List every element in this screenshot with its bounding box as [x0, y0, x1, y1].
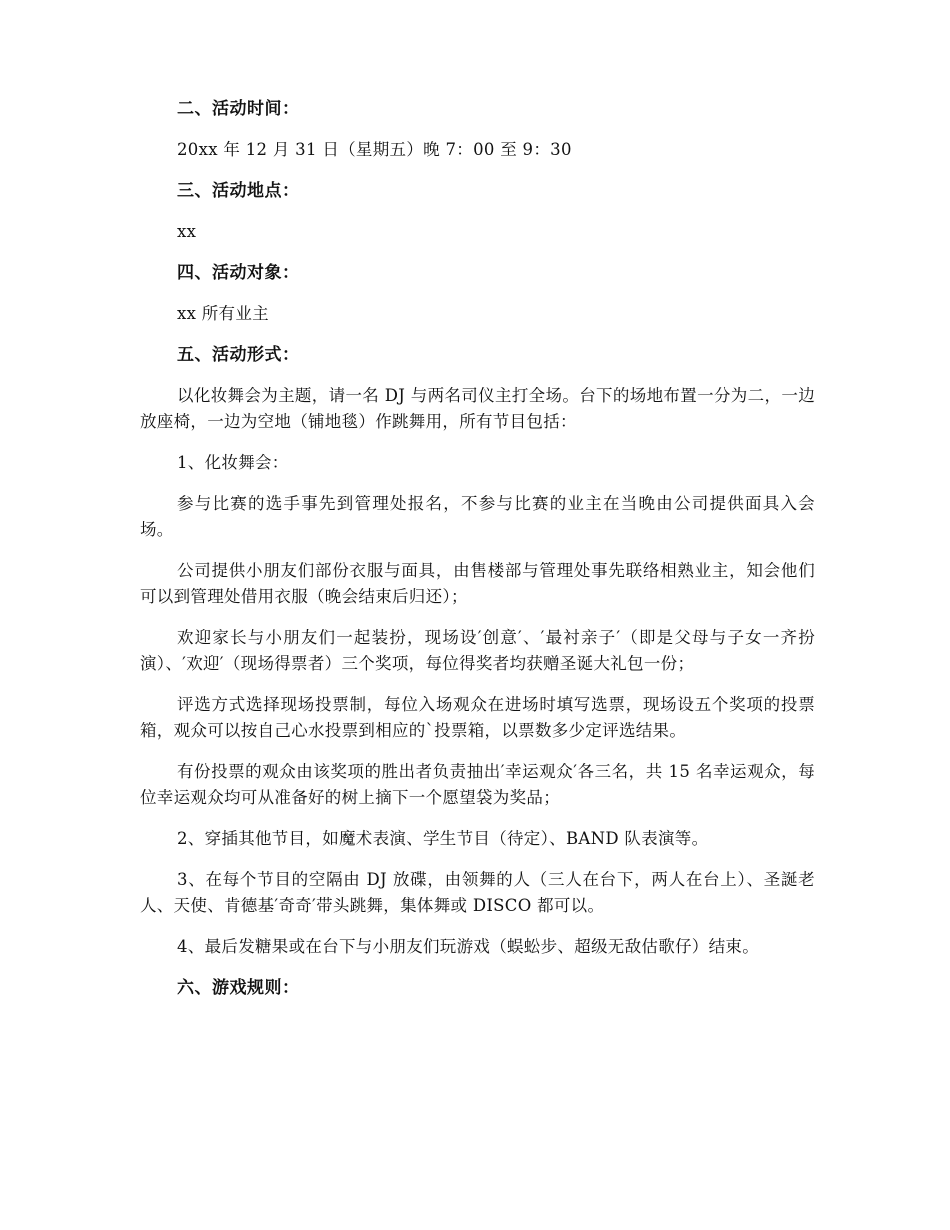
item-1-title: 1、化妆舞会：: [177, 453, 289, 472]
activity-location-text: xx: [177, 222, 197, 241]
costume-lending-paragraph: 公司提供小朋友们部份衣服与面具，由售楼部与管理处事先联络相熟业主，知会他们可以到管理处借用衣服（晚会结束后归还）；: [140, 561, 815, 606]
item-3-paragraph: 3、在每个节目的空隔由 DJ 放碟，由领舞的人（三人在台下，两人在台上）、圣誕老人、天使、肯德基′奇奇′带头跳舞，集体舞或 DISCO 都可以。: [140, 870, 815, 915]
voting-paragraph: 评选方式选择现场投票制，每位入场观众在进场时填写选票，现场设五个奖项的投票箱，观众可以按自己心水投票到相应的`投票箱，以票数多少定评选结果。: [140, 695, 815, 740]
activity-time-text: 20xx 年 12 月 31 日（星期五）晚 7：00 至 9：30: [177, 140, 572, 159]
item-4-paragraph: 4、最后发糖果或在台下与小朋友们玩游戏（蜈蚣步、超级无敌估歌仔）结束。: [177, 937, 759, 956]
section-heading-audience: 四、活动对象：: [177, 263, 300, 283]
lucky-audience-paragraph: 有份投票的观众由该奖项的胜出者负责抽出′幸运观众′各三名，共 15 名幸运观众，每位幸运观众均可从准备好的树上摘下一个愿望袋为奖品；: [140, 762, 815, 807]
document-body: [140, 96, 815, 1016]
activity-audience-text: xx 所有业主: [177, 304, 269, 323]
format-intro-paragraph: 以化妆舞会为主题，请一名 DJ 与两名司仪主打全场。台下的场地布置一分为二，一边放座椅，一边为空地（铺地毯）作跳舞用，所有节目包括：: [140, 386, 815, 431]
section-heading-location: 三、活动地点：: [177, 181, 300, 201]
section-heading-format: 五、活动形式：: [177, 345, 300, 365]
section-heading-time: 二、活动时间：: [177, 99, 300, 119]
item-2-paragraph: 2、穿插其他节目，如魔术表演、学生节目（待定）、BAND 队表演等。: [177, 829, 709, 848]
masquerade-signup-paragraph: 参与比赛的选手事先到管理处报名，不参与比赛的业主在当晚由公司提供面具入会场。: [140, 494, 815, 539]
awards-paragraph: 欢迎家长与小朋友们一起装扮，现场设′创意′、′最衬亲子′（即是父母与子女一齐扮演）、′欢迎′（现场得票者）三个奖项，每位得奖者均获赠圣诞大礼包一份；: [140, 628, 815, 673]
section-heading-game-rules: 六、游戏规则：: [177, 978, 300, 998]
